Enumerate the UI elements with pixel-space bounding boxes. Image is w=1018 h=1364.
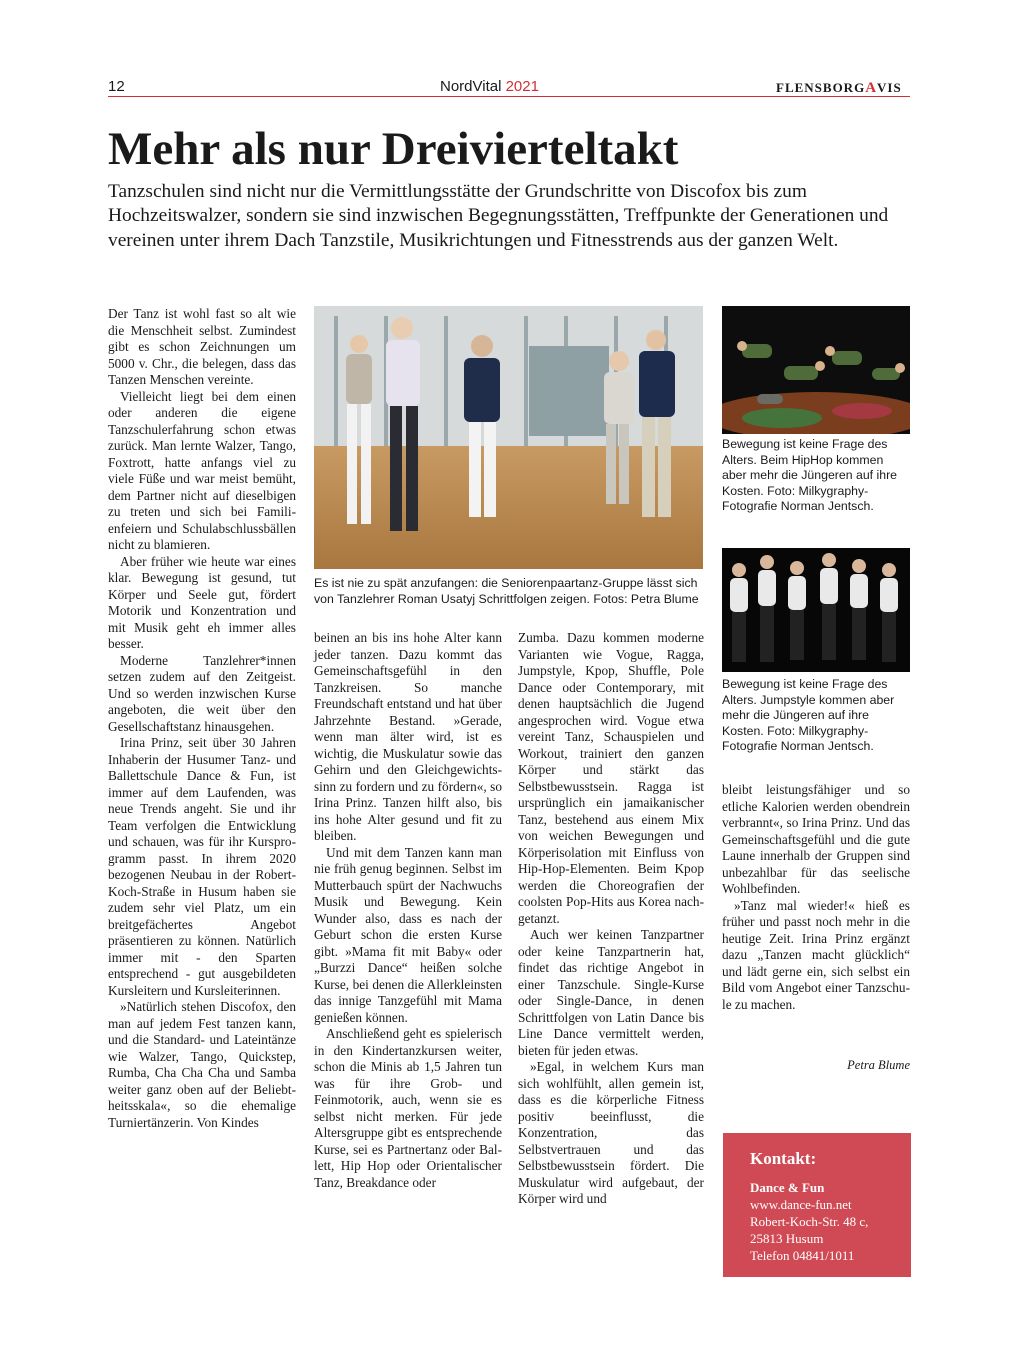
paragraph: Moderne Tanzlehrer*innen setzen zudem auf den Zeitgeist. Und so werden inzwischen Kurse angeboten, die weit über den Gesellschaftstanz hinausgehen. <box>108 652 296 734</box>
paragraph: »Natürlich stehen Discofox, den man auf jedem Fest tanzen kann, und die Standard- und Lateintänze wie Walzer, Tango, Quickstep, Rumba, Cha Cha Cha und Samba weiter ganz oben auf der Beliebtheitsskala«, so die ehemalige Turniertänzerin. Von Kindes <box>108 999 296 1130</box>
publisher-logo: FLENSBORGAVIS <box>776 80 902 96</box>
article-column-2 <box>314 630 502 1191</box>
magazine-title <box>440 78 539 95</box>
hiphop-photo-image <box>722 306 910 434</box>
contact-name: Dance & Fun <box>750 1180 825 1195</box>
article-author: Petra Blume <box>847 1058 910 1072</box>
page-number: 12 <box>108 78 125 95</box>
dance-class-photo-image <box>314 306 703 569</box>
paragraph: Und mit dem Tanzen kann man nie früh genug beginnen. Selbst im Mutterbauch spürt der Nachwuchs Musik und Bewegung. Kein Wunder also, dass es nach der Geburt schon die ersten Kurse gibt. »Mama fit mit Baby« oder „Burzzi Dance“ heißen solche Kurse, bei denen die Allerkleinsten das innige Tanzgefühl mit Mama genießen können. <box>314 844 502 1025</box>
paragraph: bleibt leistungsfähiger und so etliche Kalorien werden obendrein verbrannt«, so Irina Prinz. Und das Gemeinschaftsgefühl und die gute Laune innerhalb der Gruppen sind unbezahlbar für das seelische Wohlbefinden. <box>722 782 910 896</box>
article-column-1 <box>108 306 296 1131</box>
paragraph: beinen an bis ins hohe Alter kann jeder tanzen. Dazu kommt das Gemeinschaftsgefühl in den Tanzkreisen. So manche Freundschaft entstand und hat über Jahrzehnte Bestand. »Gerade, wenn man älter wird, ist es wichtig, die Muskulatur sowie das Gehirn und den Gleichgewichtssinn zu fordern und zu fördern«, so Irina Prinz. Tanzen hilft also, bis ins hohe Alter gesund und fit zu bleiben. <box>314 630 502 843</box>
article-column-4 <box>722 782 910 1013</box>
hiphop-photo-caption: Bewegung ist keine Frage des Alters. Beim HipHop kommen aber mehr die Jüngeren auf ihre Kosten. Foto: Milkygraphy-Fotografie Norman Jentsch. <box>722 437 897 514</box>
hiphop-photo <box>722 306 910 434</box>
paragraph: »Egal, in welchem Kurs man sich wohlfühlt, allen gemein ist, dass es die körperliche Fitness positiv beeinflusst, die Konzentration, das Selbstvertrauen und das Selbstbewusstsein fördert. Die Muskulatur wird aufgebaut, der Körper wird und <box>518 1059 704 1206</box>
paragraph: »Tanz mal wieder!« hieß es früher und passt noch mehr in die heutige Zeit. Irina Prinz ergänzt dazu „Tanzen macht glücklich“ und lädt gerne ein, sich selbst ein Bild vom Angebot einer Tanzschule zu machen. <box>722 897 910 1012</box>
jumpstyle-photo-caption: Bewegung ist keine Frage des Alters. Jumpstyle kommen aber mehr die Jüngeren auf ihre Kosten. Foto: Milkygraphy-Fotografie Norman Jentsch. <box>722 677 895 754</box>
article-lead: Tanzschulen sind nicht nur die Vermittlungsstätte der Grundschritte von Discofox bis zum Hochzeitswalzer, sondern sie sind inzwischen Begegnungsstätten, Treffpunkte der Generationen und vereinen unter ihrem Dach Tanzstile, Musikrichtungen und Fitnesstrends aus der ganzen Welt. <box>108 181 889 251</box>
paragraph: Anschließend geht es spielerisch in den Kindertanzkursen weiter, schon die Minis ab 1,5 Jahren tun was für ihre Grob- und Feinmotorik, auch, wenn sie es selbst nicht merken. Für jede Altersgruppe gibt es entsprechende Kurse, sei es Partnertanz oder Ballett, Hip Hop oder Orientalischer Tanz, Breakdance oder <box>314 1026 502 1190</box>
contact-city: 25813 Husum <box>750 1231 824 1246</box>
paragraph: Aber früher wie heute war eines klar. Bewegung ist gesund, tut Körper und Seele gut, fördert Motorik und Konzentration und mit Musik geht eh immer alles besser. <box>108 553 296 651</box>
paragraph: Der Tanz ist wohl fast so alt wie die Menschheit selbst. Zumindest gibt es schon Zeichnungen um 5000 v. Chr., die belegen, dass das Tanzen Menschen vereinte. <box>108 306 296 387</box>
contact-street: Robert-Koch-Str. 48 c, <box>750 1214 869 1229</box>
article-headline: Mehr als nur Dreivierteltakt <box>108 123 679 175</box>
contact-box <box>723 1133 911 1277</box>
article-column-3 <box>518 630 704 1208</box>
paragraph: Vielleicht liegt bei dem einen oder anderen die eigene Tanzschulerfahrung schon etwas zurück. Man lernte Walzer, Tango, Foxtrott, hatte anfangs viel zu viele Füße und war meist bemüht, dem Partner nicht auf dieselbigen zu treten und sich bei Familienfeiern und Schulabschlussbällen nicht zu blamieren. <box>108 388 296 552</box>
contact-phone: Telefon 04841/1011 <box>750 1248 855 1263</box>
paragraph: Irina Prinz, seit über 30 Jahren Inhaberin der Husumer Tanz- und Ballettschule Dance & Fun, ist immer auf dem Laufenden, was neue Trends angeht. Sie und ihr Team verfolgen die Entwicklung und schauen, was für ihr Kursprogramm passt. In ihrem 2020 bezogenen Neubau in der Robert-Koch-Straße in Husum haben sie zudem sehr viel Platz, um ein breitgefächertes Angebot präsentieren zu können. Natürlich immer mit - den Sparten entsprechend - gut ausgebildeten Kursleitern und Kursleiterinnen. <box>108 735 296 998</box>
magazine-year: 2021 <box>505 78 539 95</box>
jumpstyle-photo-image <box>722 548 910 672</box>
jumpstyle-photo <box>722 548 910 672</box>
paragraph: Auch wer keinen Tanzpartner oder keine Tanzpartnerin hat, findet das richtige Angebot in einer Tanzschule. Single-Kurse oder Single-Dance, in denen Schrittfolgen von Latin Dance bis Line Dance vermittelt werden, bieten für jeden etwas. <box>518 927 704 1058</box>
dance-class-photo <box>314 306 703 569</box>
header-divider <box>108 96 910 97</box>
contact-url[interactable]: www.dance-fun.net <box>750 1197 852 1212</box>
main-photo-caption: Es ist nie zu spät anzufangen: die Seniorenpaartanz-Gruppe lässt sich von Tanzlehrer Roman Usatyj Schrittfolgen zeigen. Fotos: Petra Blume <box>314 576 699 606</box>
magazine-name: NordVital <box>440 78 502 95</box>
contact-title: Kontakt: <box>750 1149 817 1168</box>
paragraph: Zumba. Dazu kommen moderne Varianten wie Vogue, Ragga, Jumpstyle, Kpop, Shuffle, Pole Dance oder Contemporary, mit denen hauptsächlich die Jugend angesprochen wird. Vogue etwa vereint Tanz, Schauspielen und Workout, trainiert den ganzen Körper und stärkt das Selbstbewusstsein. Ragga ist ursprünglich ein jamaikanischer Tanz, bestehend aus einem Mix von weichen Bewegungen und Körperisolation mit Einfluss von Hip-Hop-Elementen. Beim Kpop werden die Choreografien der coolsten Pop-Hits aus Korea nachgetanzt. <box>518 630 704 926</box>
